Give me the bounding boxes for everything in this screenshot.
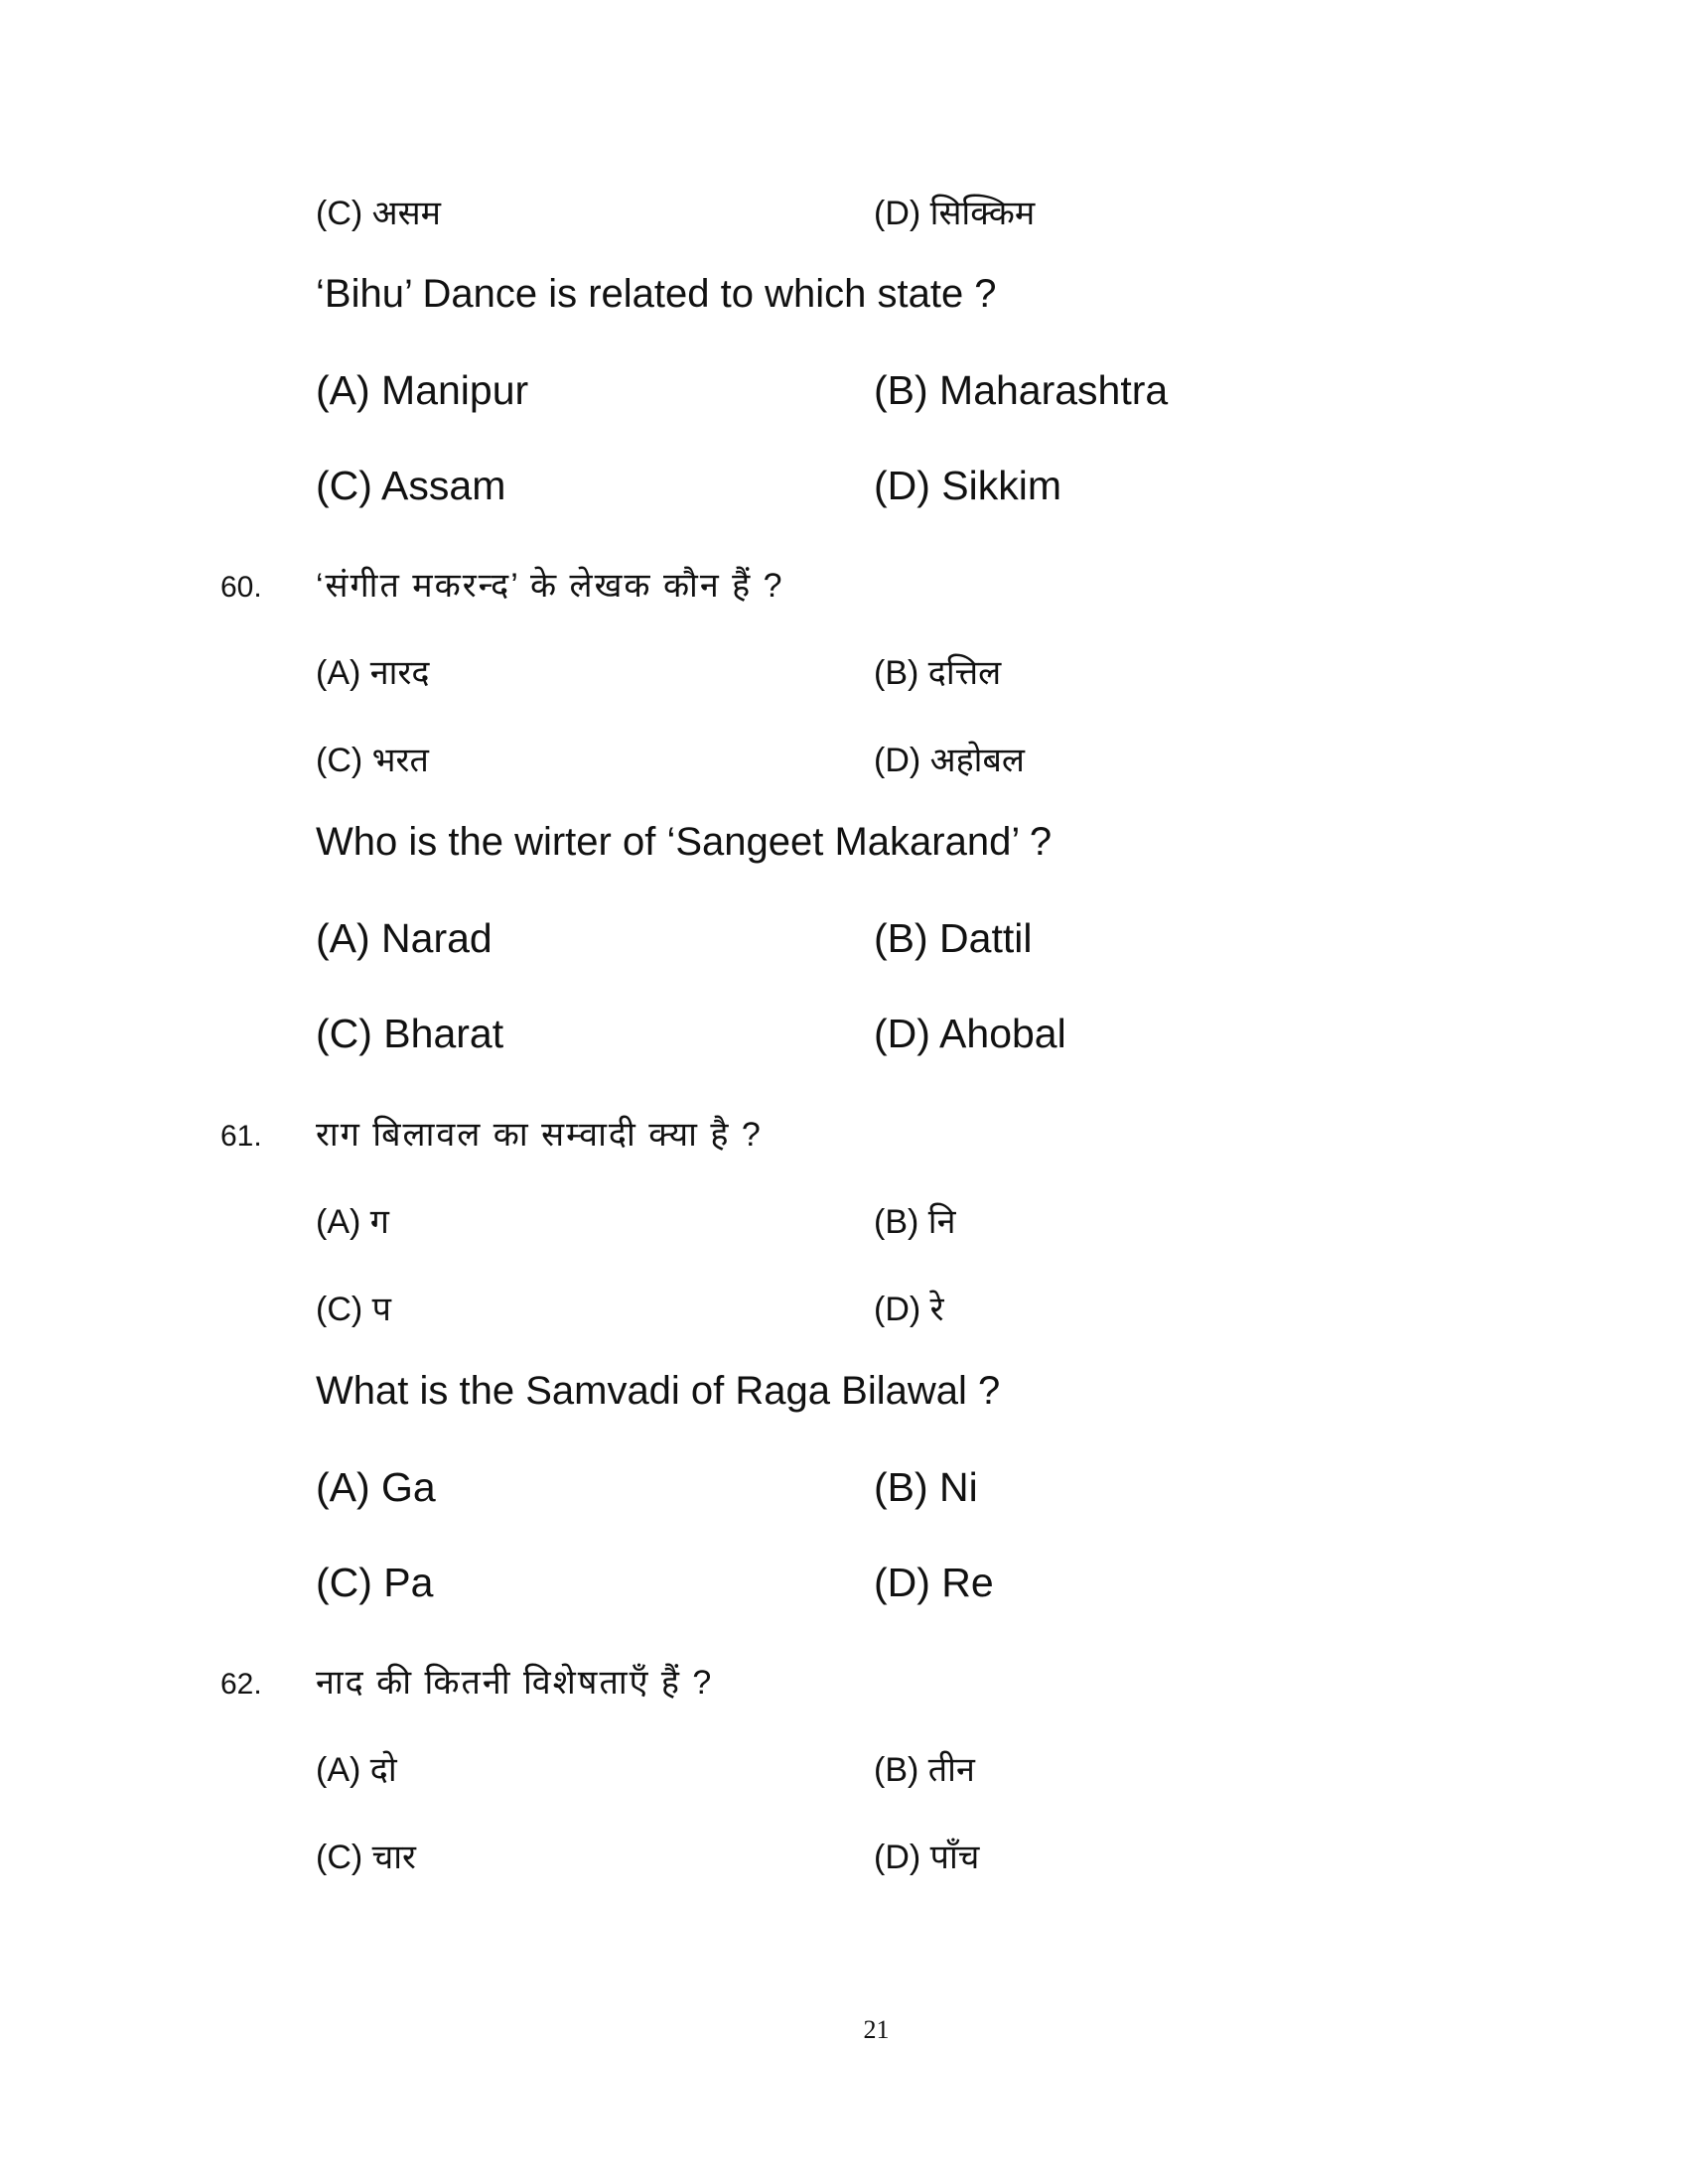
option-c-english: (C) Pa	[316, 1560, 434, 1605]
option-row	[0, 909, 1688, 979]
option-a-english: (A) Narad	[316, 915, 492, 961]
option-row	[0, 1823, 1688, 1892]
option-row	[0, 638, 1688, 708]
option-row	[0, 1005, 1688, 1074]
question-row	[0, 814, 1688, 884]
question-row	[0, 551, 1688, 620]
option-b-hindi: (B) तीन	[874, 1751, 975, 1789]
option-d-english: (D) Ahobal	[874, 1011, 1066, 1056]
option-b-english: (B) Ni	[874, 1464, 978, 1510]
question-text-english: ‘Bihu’ Dance is related to which state ?	[316, 272, 997, 316]
question-number: 62.	[220, 1668, 262, 1701]
option-c-hindi: (C) भरत	[316, 742, 429, 779]
option-row	[0, 1275, 1688, 1344]
option-row	[0, 361, 1688, 431]
option-row	[0, 457, 1688, 526]
option-d-hindi: (D) पाँच	[874, 1839, 980, 1876]
option-d-hindi: (D) अहोबल	[874, 742, 1025, 779]
option-row	[0, 1735, 1688, 1805]
option-c-hindi: (C) प	[316, 1291, 391, 1328]
question-number: 60.	[220, 571, 262, 604]
option-d-english: (D) Re	[874, 1560, 994, 1605]
option-d-hindi: (D) सिक्किम	[874, 195, 1036, 232]
question-text-hindi: राग बिलावल का सम्वादी क्या है ?	[316, 1116, 763, 1154]
option-row	[0, 1458, 1688, 1528]
option-row	[0, 726, 1688, 795]
question-text-english: What is the Samvadi of Raga Bilawal ?	[316, 1369, 1001, 1413]
option-b-english: (B) Maharashtra	[874, 367, 1169, 413]
option-c-english: (C) Bharat	[316, 1011, 504, 1056]
question-text-hindi: ‘संगीत मकरन्द’ के लेखक कौन हैं ?	[316, 567, 784, 605]
option-a-hindi: (A) दो	[316, 1751, 397, 1789]
option-c-english: (C) Assam	[316, 463, 506, 508]
question-row	[0, 1363, 1688, 1433]
option-d-english: (D) Sikkim	[874, 463, 1062, 508]
option-row	[0, 1187, 1688, 1257]
question-text-english: Who is the wirter of ‘Sangeet Makarand’ ?	[316, 820, 1053, 864]
option-a-english: (A) Manipur	[316, 367, 529, 413]
option-b-hindi: (B) नि	[874, 1203, 956, 1241]
option-c-hindi: (C) असम	[316, 195, 441, 232]
option-c-hindi: (C) चार	[316, 1839, 416, 1876]
option-b-hindi: (B) दत्तिल	[874, 654, 1002, 692]
option-row	[0, 179, 1688, 248]
question-number: 61.	[220, 1120, 262, 1153]
option-a-hindi: (A) ग	[316, 1203, 389, 1241]
question-row	[0, 266, 1688, 336]
option-row	[0, 1554, 1688, 1623]
page-number: 21	[863, 2015, 890, 2044]
option-d-hindi: (D) रे	[874, 1291, 944, 1328]
option-a-english: (A) Ga	[316, 1464, 436, 1510]
question-text-hindi: नाद की कितनी विशेषताएँ हैं ?	[316, 1664, 714, 1702]
option-b-english: (B) Dattil	[874, 915, 1033, 961]
option-a-hindi: (A) नारद	[316, 654, 430, 692]
question-row	[0, 1648, 1688, 1717]
question-row	[0, 1100, 1688, 1169]
